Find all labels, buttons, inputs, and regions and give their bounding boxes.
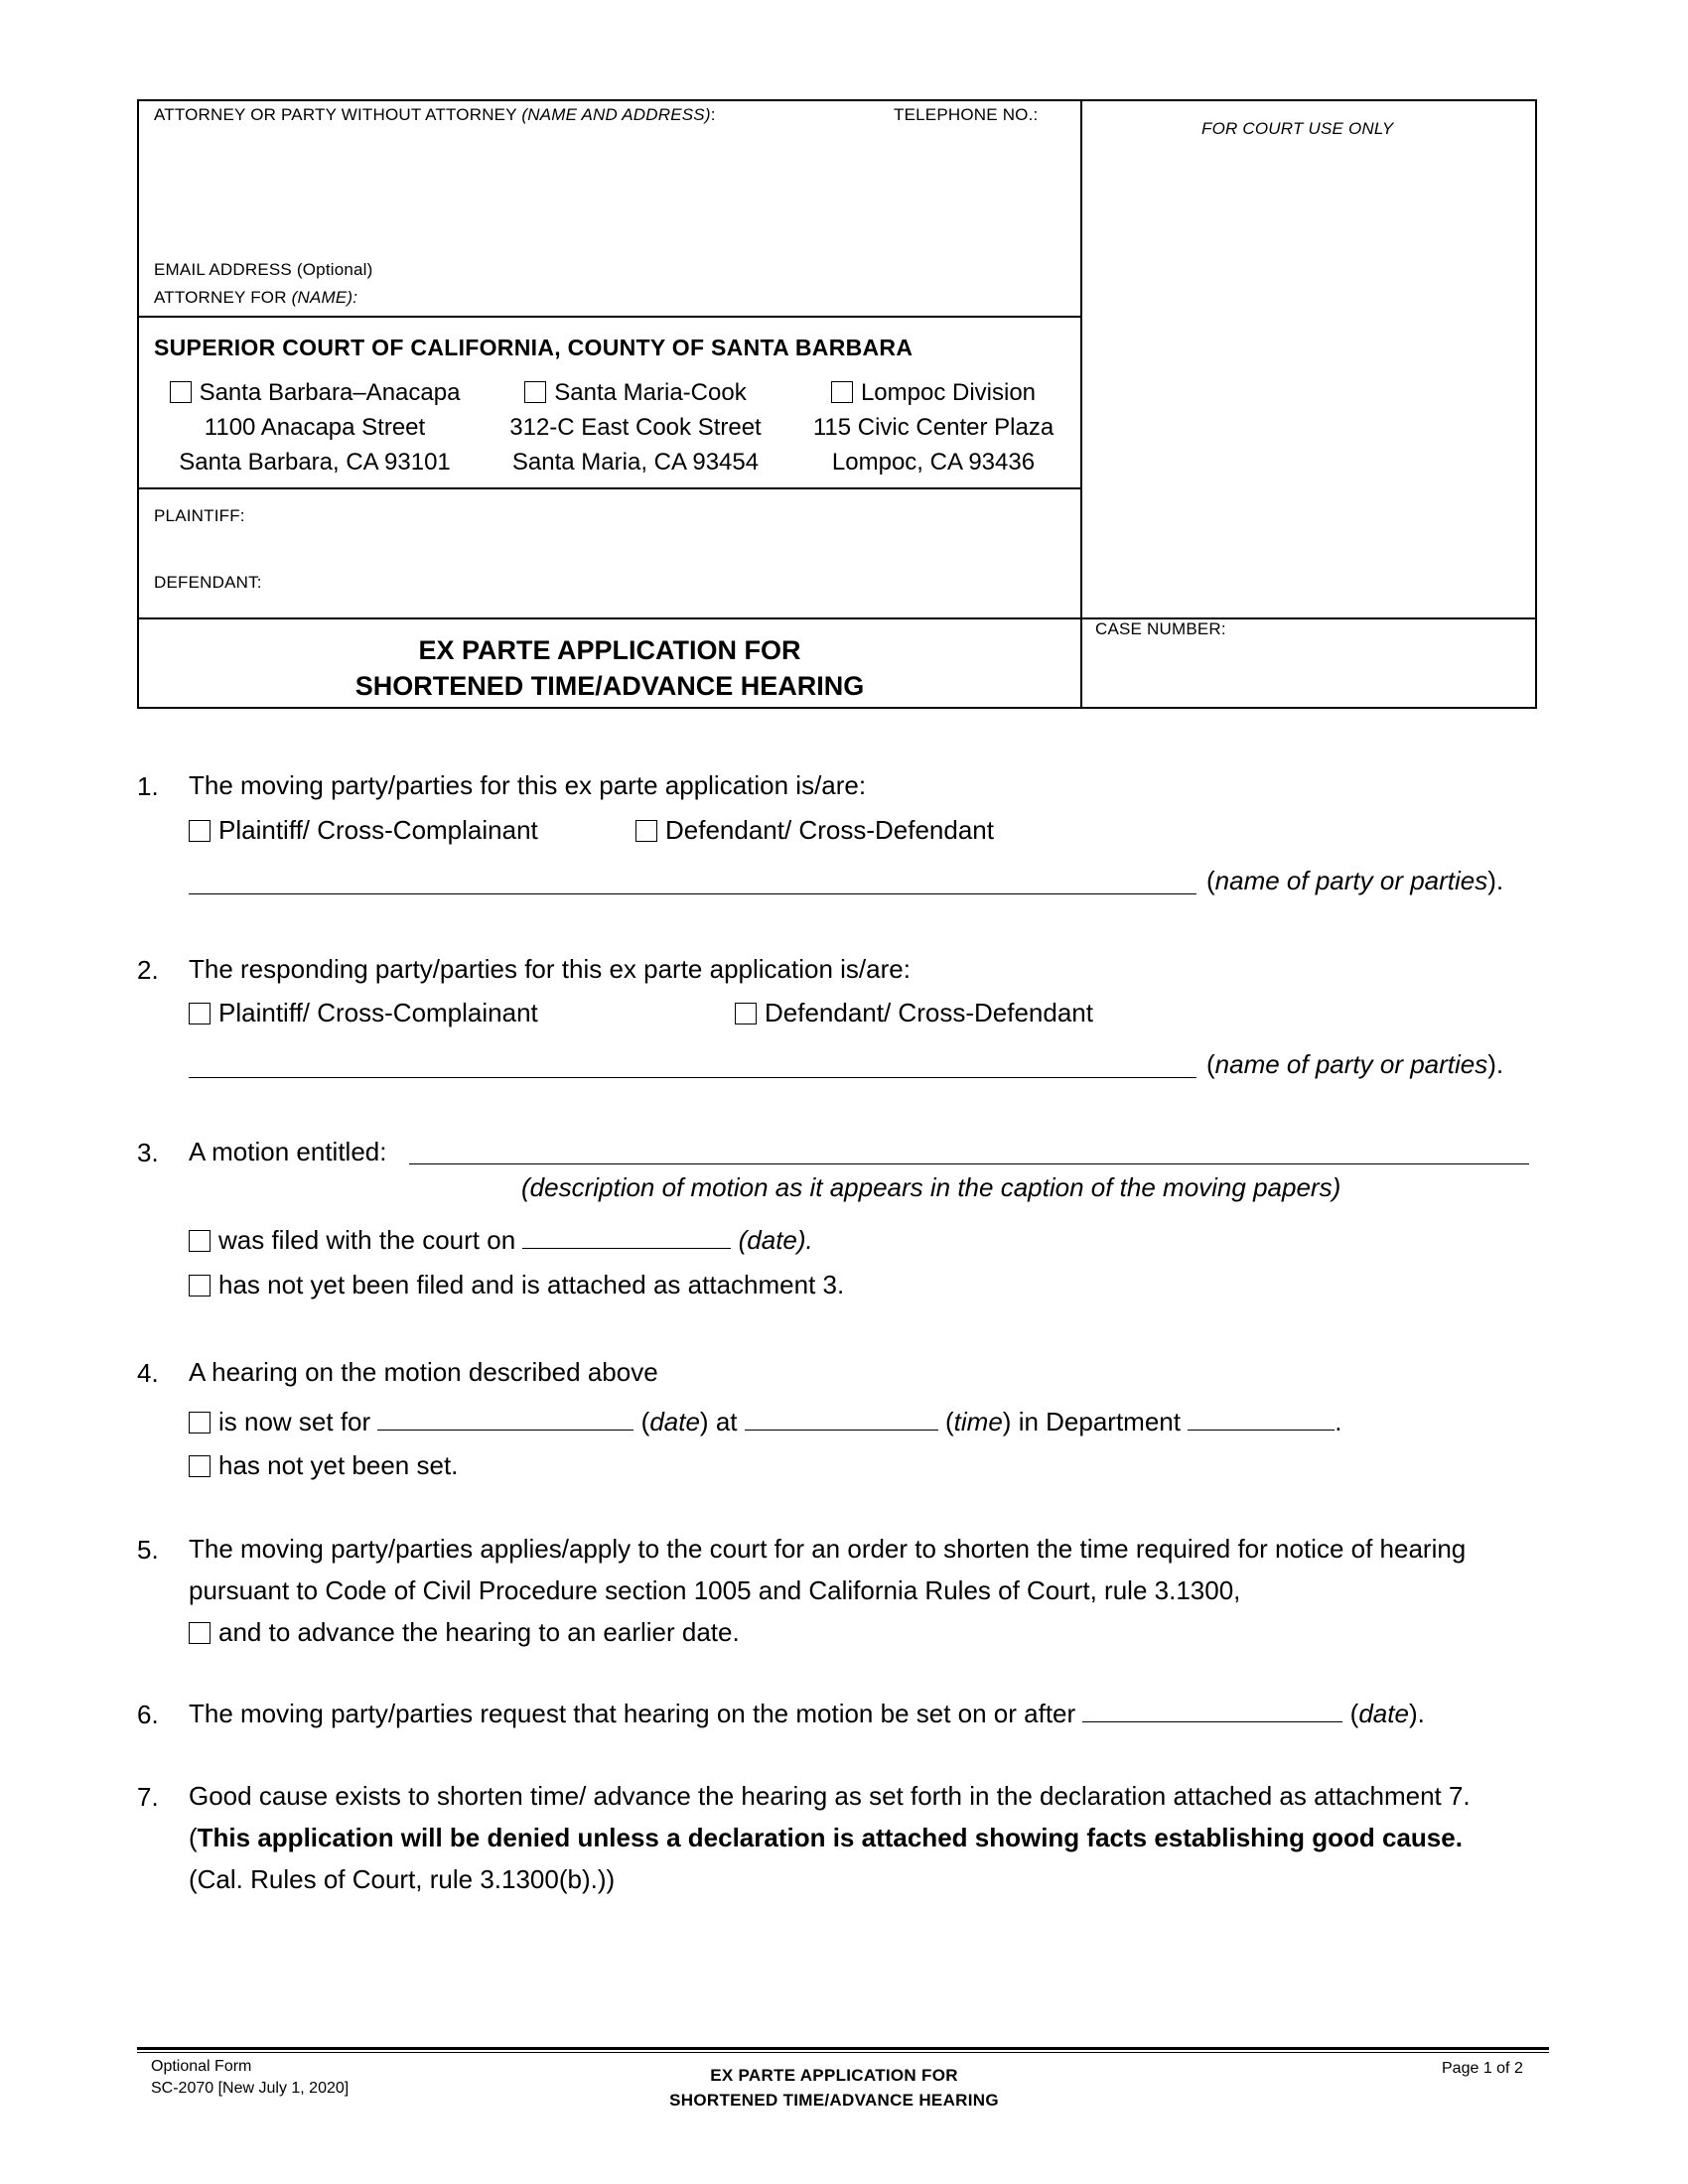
item-6-date-line[interactable] (1082, 1698, 1342, 1722)
item-3-description-hint: (description of motion as it appears in the caption of the moving papers) (521, 1172, 1341, 1202)
court-use-label: FOR COURT USE ONLY (1201, 119, 1394, 138)
location-santa-maria: Santa Maria-Cook 312-C East Cook Street Santa Maria, CA 93454 (509, 379, 762, 476)
item-3-number: 3. (137, 1138, 159, 1167)
item-1-name-line[interactable] (189, 893, 1196, 894)
email-label: EMAIL ADDRESS (Optional) (154, 260, 373, 279)
caption-rule-1 (137, 316, 1081, 318)
case-number-label: CASE NUMBER: (1095, 619, 1226, 638)
item-3-not-filed-checkbox[interactable] (189, 1275, 211, 1297)
item-1-option-defendant: Defendant/ Cross-Defendant (635, 809, 994, 851)
caption-rule-2 (137, 487, 1081, 489)
caption-rule-3 (137, 617, 1537, 619)
item-1-defendant-checkbox[interactable] (635, 820, 657, 842)
attorney-for-label: ATTORNEY FOR (NAME): (154, 288, 358, 307)
item-7-line-3: (Cal. Rules of Court, rule 3.1300(b).)) (189, 1864, 616, 1894)
item-3-text: A motion entitled: (189, 1137, 387, 1166)
plaintiff-label: PLAINTIFF: (154, 506, 245, 525)
attorney-label: ATTORNEY OR PARTY WITHOUT ATTORNEY (NAME AND ADDRESS): (154, 105, 716, 124)
item-4-number: 4. (137, 1358, 159, 1388)
item-7-number: 7. (137, 1782, 159, 1812)
item-1-option-plaintiff: Plaintiff/ Cross-Complainant (189, 809, 538, 851)
item-4-option-set: is now set for (date) at (time) in Department . (189, 1401, 1341, 1442)
item-4-date-line[interactable] (377, 1406, 633, 1431)
item-4-option-not-set: has not yet been set. (189, 1444, 458, 1486)
item-5-advance-checkbox[interactable] (189, 1622, 211, 1644)
item-2-option-plaintiff: Plaintiff/ Cross-Complainant (189, 992, 538, 1033)
form-title: EX PARTE APPLICATION FOR SHORTENED TIME/ADVANCE HEARING (354, 635, 865, 701)
item-4-text: A hearing on the motion described above (189, 1357, 658, 1387)
court-title: SUPERIOR COURT OF CALIFORNIA, COUNTY OF SANTA BARBARA (154, 335, 914, 360)
santa-barbara-checkbox[interactable] (170, 381, 192, 403)
item-2-defendant-checkbox[interactable] (735, 1003, 757, 1024)
item-3-option-filed: was filed with the court on (date). (189, 1219, 813, 1261)
item-7-line-2: (This application will be denied unless a declaration is attached showing facts establishing good cause. (189, 1823, 1463, 1852)
item-3-motion-line[interactable] (409, 1163, 1529, 1164)
item-5-number: 5. (137, 1535, 159, 1565)
location-santa-barbara: Santa Barbara–Anacapa 1100 Anacapa Street Santa Barbara, CA 93101 (157, 375, 473, 479)
lompoc-checkbox[interactable] (831, 381, 853, 403)
defendant-label: DEFENDANT: (154, 573, 262, 592)
footer-rule-top (137, 2047, 1549, 2050)
item-5-line-2: pursuant to Code of Civil Procedure section 1005 and California Rules of Court, rule 3.1300, (189, 1575, 1241, 1605)
item-4-time-line[interactable] (745, 1406, 938, 1431)
footer-title: EX PARTE APPLICATION FOR SHORTENED TIME/ADVANCE HEARING (669, 2066, 999, 2110)
telephone-label: TELEPHONE NO.: (894, 105, 1039, 124)
item-1-number: 1. (137, 771, 159, 801)
item-1-name-hint: (name of party or parties). (1206, 866, 1504, 895)
footer-page-number: Page 1 of 2 (1442, 2060, 1523, 2077)
item-2-number: 2. (137, 955, 159, 985)
item-3-option-not-filed: has not yet been filed and is attached as attachment 3. (189, 1264, 844, 1305)
footer-form-id: SC-2070 [New July 1, 2020] (151, 2080, 350, 2097)
item-1-plaintiff-checkbox[interactable] (189, 820, 211, 842)
footer-optional-form: Optional Form (151, 2058, 252, 2075)
item-2-text: The responding party/parties for this ex parte application is/are: (189, 954, 911, 984)
item-2-name-hint: (name of party or parties). (1206, 1049, 1504, 1079)
item-6-number: 6. (137, 1700, 159, 1729)
item-3-filed-date-line[interactable] (522, 1224, 731, 1249)
item-2-plaintiff-checkbox[interactable] (189, 1003, 211, 1024)
santa-maria-checkbox[interactable] (524, 381, 546, 403)
item-2-name-line[interactable] (189, 1077, 1196, 1078)
item-1-text: The moving party/parties for this ex parte application is/are: (189, 770, 867, 800)
item-4-set-checkbox[interactable] (189, 1412, 211, 1433)
item-4-department-line[interactable] (1188, 1406, 1335, 1431)
item-7-line-1: Good cause exists to shorten time/ advance the hearing as set forth in the declaration attached as attachment 7. (189, 1781, 1471, 1811)
footer-rule-bottom (137, 2052, 1549, 2053)
item-5-line-1: The moving party/parties applies/apply to the court for an order to shorten the time required for notice of hearing (189, 1534, 1467, 1564)
item-6-text: The moving party/parties request that hearing on the motion be set on or after (date). (189, 1699, 1425, 1728)
item-5-option-advance: and to advance the hearing to an earlier date. (189, 1611, 740, 1653)
item-3-filed-checkbox[interactable] (189, 1230, 211, 1252)
item-4-not-set-checkbox[interactable] (189, 1455, 211, 1477)
item-2-option-defendant: Defendant/ Cross-Defendant (735, 992, 1093, 1033)
location-lompoc: Lompoc Division 115 Civic Center Plaza Lompoc, CA 93436 (812, 379, 1055, 476)
